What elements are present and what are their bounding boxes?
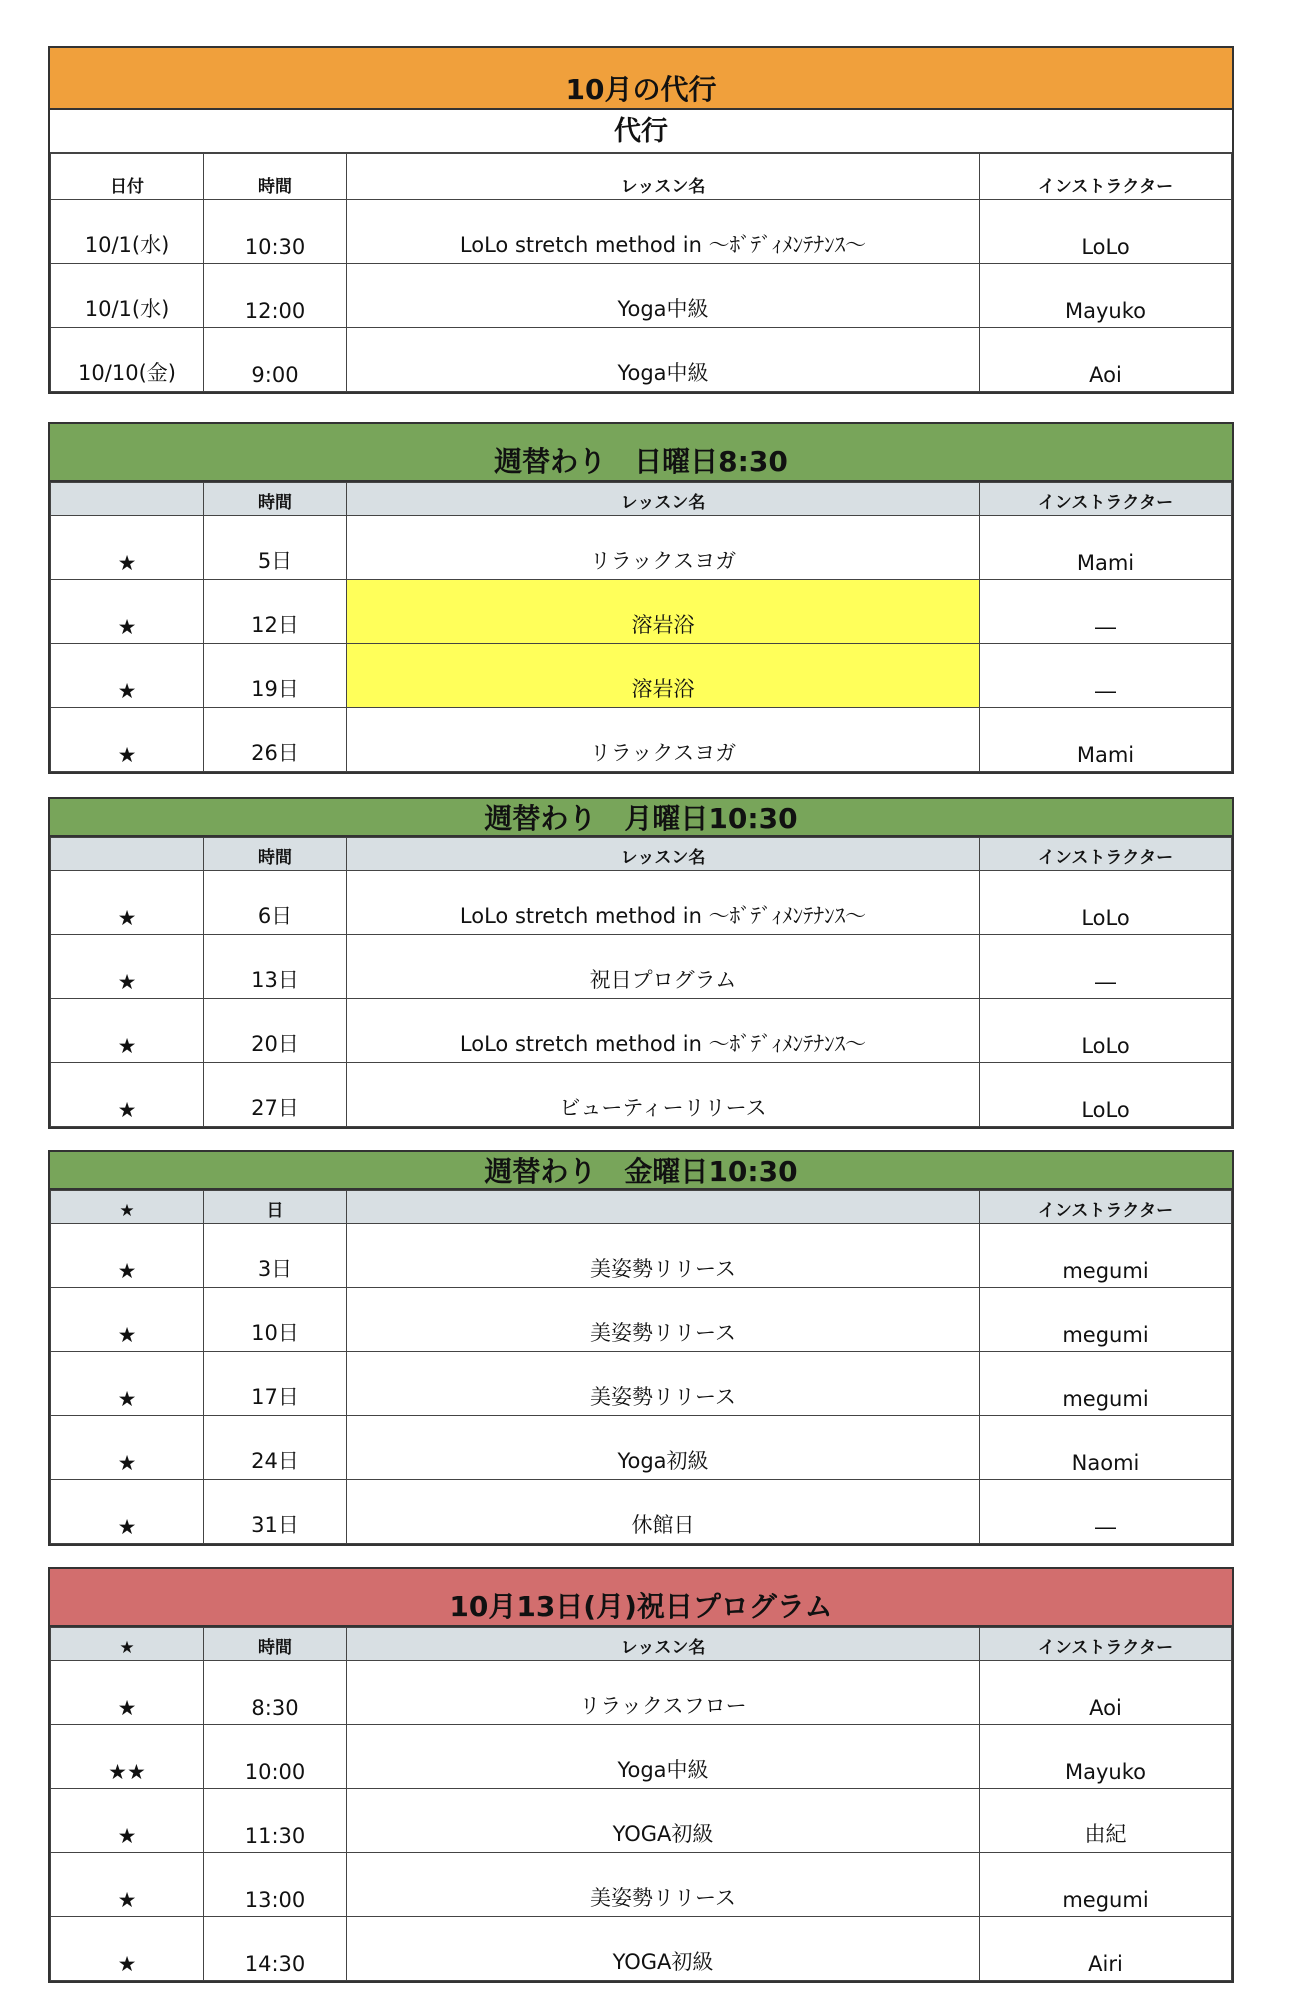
day-cell: 10日: [204, 1288, 347, 1352]
lesson-cell: リラックスヨガ: [347, 516, 980, 580]
star-cell: ★: [51, 1661, 204, 1725]
lesson-cell-highlighted: 溶岩浴: [347, 644, 980, 708]
table-row: [51, 1725, 1232, 1789]
instructor-cell: megumi: [980, 1288, 1232, 1352]
header-instructor: インストラクター: [980, 838, 1232, 871]
day-cell: 26日: [204, 708, 347, 772]
time-cell: 8:30: [204, 1661, 347, 1725]
star-cell: ★: [51, 644, 204, 708]
table-header-row: [51, 1628, 1232, 1661]
header-time: 時間: [204, 838, 347, 871]
instructor-cell: ―: [980, 580, 1232, 644]
substitute-table: [50, 153, 1232, 392]
day-cell: 5日: [204, 516, 347, 580]
lesson-cell: LoLo stretch method in ～ﾎﾞﾃﾞｨﾒﾝﾃﾅﾝｽ～: [347, 871, 980, 935]
table-row: [51, 1853, 1232, 1917]
star-cell: ★: [51, 1917, 204, 1981]
lesson-cell: Yoga中級: [347, 328, 980, 392]
star-cell: ★: [51, 516, 204, 580]
header-instructor: インストラクター: [980, 1191, 1232, 1224]
star-cell: ★: [51, 1063, 204, 1127]
day-cell: 27日: [204, 1063, 347, 1127]
day-cell: 20日: [204, 999, 347, 1063]
instructor-cell: Mami: [980, 708, 1232, 772]
table-row: [51, 264, 1232, 328]
header-mark: ★: [51, 1628, 204, 1661]
holiday-table: [50, 1627, 1232, 1981]
star-cell: ★: [51, 1288, 204, 1352]
instructor-cell: Naomi: [980, 1416, 1232, 1480]
table-row: [51, 1416, 1232, 1480]
lesson-cell-highlighted: 溶岩浴: [347, 580, 980, 644]
time-cell: 14:30: [204, 1917, 347, 1981]
day-cell: 24日: [204, 1416, 347, 1480]
instructor-cell: ―: [980, 935, 1232, 999]
substitute-section: [48, 46, 1234, 394]
instructor-cell: megumi: [980, 1853, 1232, 1917]
instructor-cell: megumi: [980, 1352, 1232, 1416]
day-cell: 19日: [204, 644, 347, 708]
table-row: [51, 200, 1232, 264]
table-row: [51, 580, 1232, 644]
date-cell: 10/10(金): [51, 328, 204, 392]
instructor-cell: LoLo: [980, 1063, 1232, 1127]
star-cell: ★: [51, 871, 204, 935]
lesson-cell: 美姿勢リリース: [347, 1352, 980, 1416]
section-title: 週替わり 日曜日8:30: [50, 424, 1232, 482]
monday-section: [48, 797, 1234, 1129]
table-row: [51, 1352, 1232, 1416]
day-cell: 13日: [204, 935, 347, 999]
instructor-cell: Aoi: [980, 1661, 1232, 1725]
table-row: [51, 1917, 1232, 1981]
table-row: [51, 1063, 1232, 1127]
instructor-cell: Mayuko: [980, 1725, 1232, 1789]
time-cell: 13:00: [204, 1853, 347, 1917]
day-cell: 12日: [204, 580, 347, 644]
star-cell: ★: [51, 1416, 204, 1480]
star-cell: ★: [51, 708, 204, 772]
date-cell: 10/1(水): [51, 200, 204, 264]
star-cell: ★: [51, 935, 204, 999]
star-cell: ★: [51, 1224, 204, 1288]
sunday-table: [50, 482, 1232, 772]
lesson-cell: LoLo stretch method in ～ﾎﾞﾃﾞｨﾒﾝﾃﾅﾝｽ～: [347, 200, 980, 264]
instructor-cell: Mayuko: [980, 264, 1232, 328]
time-cell: 9:00: [204, 328, 347, 392]
lesson-cell: Yoga中級: [347, 1725, 980, 1789]
header-lesson: レッスン名: [347, 483, 980, 516]
header-lesson: [347, 1191, 980, 1224]
header-date: 日付: [51, 154, 204, 200]
instructor-cell: LoLo: [980, 871, 1232, 935]
time-cell: 11:30: [204, 1789, 347, 1853]
instructor-cell: 由紀: [980, 1789, 1232, 1853]
star-cell: ★: [51, 1352, 204, 1416]
table-row: [51, 644, 1232, 708]
header-instructor: インストラクター: [980, 483, 1232, 516]
header-lesson: レッスン名: [347, 154, 980, 200]
star-cell: ★: [51, 580, 204, 644]
table-header-row: [51, 1191, 1232, 1224]
header-lesson: レッスン名: [347, 838, 980, 871]
lesson-cell: Yoga中級: [347, 264, 980, 328]
day-cell: 17日: [204, 1352, 347, 1416]
table-row: [51, 999, 1232, 1063]
table-row: [51, 871, 1232, 935]
time-cell: 10:00: [204, 1725, 347, 1789]
day-cell: 6日: [204, 871, 347, 935]
lesson-cell: リラックスフロー: [347, 1661, 980, 1725]
star-cell: ★: [51, 1789, 204, 1853]
friday-section: [48, 1150, 1234, 1546]
table-row: [51, 328, 1232, 392]
lesson-cell: Yoga初級: [347, 1416, 980, 1480]
lesson-cell: 美姿勢リリース: [347, 1853, 980, 1917]
instructor-cell: LoLo: [980, 999, 1232, 1063]
star-cell: ★★: [51, 1725, 204, 1789]
table-row: [51, 708, 1232, 772]
lesson-cell: YOGA初級: [347, 1917, 980, 1981]
header-mark: [51, 483, 204, 516]
section-title: 週替わり 月曜日10:30: [50, 799, 1232, 837]
table-row: [51, 1480, 1232, 1544]
lesson-cell: YOGA初級: [347, 1789, 980, 1853]
section-subtitle: 代行: [50, 110, 1232, 153]
instructor-cell: ―: [980, 1480, 1232, 1544]
header-time: 時間: [204, 154, 347, 200]
instructor-cell: Aoi: [980, 328, 1232, 392]
table-row: [51, 1288, 1232, 1352]
table-row: [51, 516, 1232, 580]
header-time: 時間: [204, 1628, 347, 1661]
instructor-cell: LoLo: [980, 200, 1232, 264]
sunday-section: [48, 422, 1234, 774]
lesson-cell: リラックスヨガ: [347, 708, 980, 772]
header-time: 時間: [204, 483, 347, 516]
table-header-row: [51, 838, 1232, 871]
lesson-cell: 休館日: [347, 1480, 980, 1544]
friday-table: [50, 1190, 1232, 1544]
day-cell: 3日: [204, 1224, 347, 1288]
header-day: 日: [204, 1191, 347, 1224]
header-instructor: インストラクター: [980, 1628, 1232, 1661]
time-cell: 12:00: [204, 264, 347, 328]
table-header-row: [51, 483, 1232, 516]
header-lesson: レッスン名: [347, 1628, 980, 1661]
lesson-cell: ビューティーリリース: [347, 1063, 980, 1127]
lesson-cell: 美姿勢リリース: [347, 1224, 980, 1288]
section-title: 10月13日(月)祝日プログラム: [50, 1569, 1232, 1627]
instructor-cell: Airi: [980, 1917, 1232, 1981]
instructor-cell: Mami: [980, 516, 1232, 580]
table-row: [51, 1661, 1232, 1725]
lesson-cell: LoLo stretch method in ～ﾎﾞﾃﾞｨﾒﾝﾃﾅﾝｽ～: [347, 999, 980, 1063]
lesson-cell: 祝日プログラム: [347, 935, 980, 999]
header-mark: ★: [51, 1191, 204, 1224]
day-cell: 31日: [204, 1480, 347, 1544]
star-cell: ★: [51, 1853, 204, 1917]
table-row: [51, 935, 1232, 999]
header-mark: [51, 838, 204, 871]
table-header-row: [51, 154, 1232, 200]
date-cell: 10/1(水): [51, 264, 204, 328]
instructor-cell: ―: [980, 644, 1232, 708]
monday-table: [50, 837, 1232, 1127]
lesson-cell: 美姿勢リリース: [347, 1288, 980, 1352]
section-title: 週替わり 金曜日10:30: [50, 1152, 1232, 1190]
table-row: [51, 1789, 1232, 1853]
header-instructor: インストラクター: [980, 154, 1232, 200]
section-title: 10月の代行: [50, 48, 1232, 110]
star-cell: ★: [51, 999, 204, 1063]
instructor-cell: megumi: [980, 1224, 1232, 1288]
table-row: [51, 1224, 1232, 1288]
star-cell: ★: [51, 1480, 204, 1544]
holiday-section: [48, 1567, 1234, 1983]
time-cell: 10:30: [204, 200, 347, 264]
